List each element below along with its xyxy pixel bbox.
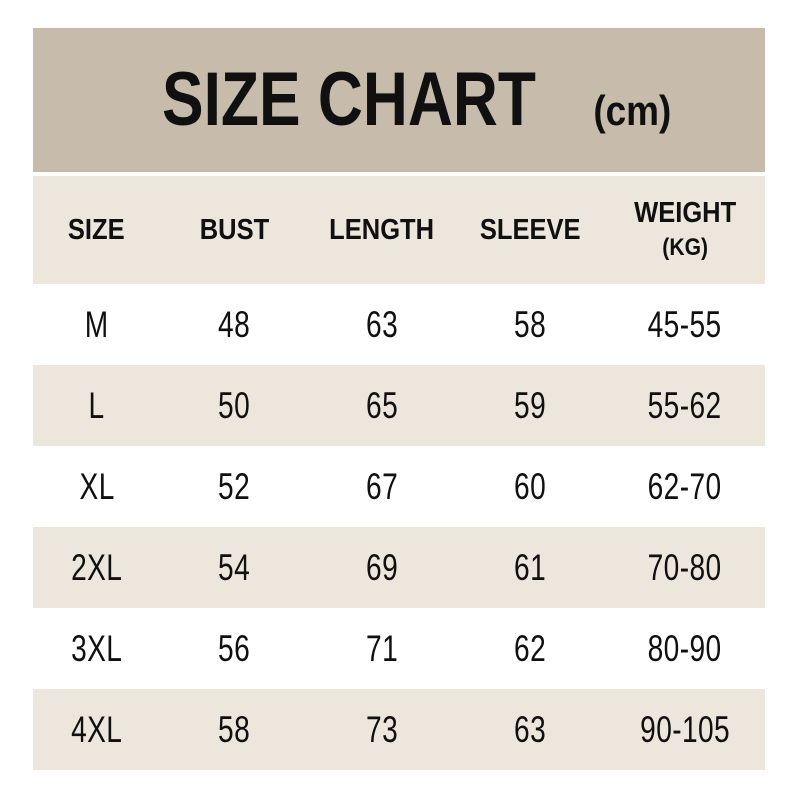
- cell-size: 2XL: [71, 546, 123, 588]
- column-header-weight: [605, 176, 765, 284]
- table-row-3xl: [33, 608, 765, 689]
- page-title-unit: (cm): [593, 87, 672, 134]
- column-header-weight-block: [614, 197, 755, 264]
- size-table: [33, 176, 765, 770]
- cell-sleeve: 61: [513, 546, 547, 588]
- column-header-weight-label: WEIGHT: [633, 196, 736, 229]
- cell-weight: 62-70: [647, 465, 722, 507]
- cell-weight: 70-80: [647, 546, 722, 588]
- table-row-xl: [33, 446, 765, 527]
- cell-sleeve: 62: [513, 627, 547, 669]
- cell-weight: 55-62: [647, 384, 722, 426]
- column-header-length: [308, 176, 455, 284]
- cell-sleeve: 59: [513, 384, 547, 426]
- cell-bust: 48: [218, 303, 251, 345]
- size-chart-title-bar: [33, 28, 765, 172]
- size-chart: [33, 28, 765, 770]
- column-header-bust: [160, 176, 308, 284]
- cell-length: 73: [365, 708, 398, 750]
- cell-weight: 90-105: [639, 708, 730, 750]
- table-row-m: [33, 284, 765, 365]
- cell-bust: 52: [218, 465, 251, 507]
- cell-sleeve: 58: [513, 303, 547, 345]
- column-header-weight-unit: (KG): [661, 234, 708, 261]
- table-row-2xl: [33, 527, 765, 608]
- column-header-bust-label: BUST: [199, 213, 270, 246]
- cell-weight: 80-90: [647, 627, 722, 669]
- column-header-size: [33, 176, 160, 284]
- column-header-length-label: LENGTH: [329, 213, 435, 246]
- cell-weight: 45-55: [647, 303, 722, 345]
- column-header-sleeve: [455, 176, 604, 284]
- cell-sleeve: 63: [513, 708, 547, 750]
- cell-length: 67: [365, 465, 398, 507]
- cell-size: 4XL: [71, 708, 123, 750]
- cell-length: 63: [365, 303, 398, 345]
- cell-bust: 54: [218, 546, 251, 588]
- cell-length: 69: [365, 546, 398, 588]
- page-title: SIZE CHART: [162, 57, 537, 142]
- cell-size: L: [88, 384, 105, 426]
- table-row-4xl: [33, 689, 765, 770]
- cell-size: 3XL: [71, 627, 123, 669]
- column-header-sleeve-label: SLEEVE: [479, 213, 581, 246]
- cell-size: M: [84, 303, 109, 345]
- table-header-row: [33, 176, 765, 284]
- cell-bust: 56: [218, 627, 251, 669]
- cell-bust: 50: [218, 384, 251, 426]
- cell-length: 71: [365, 627, 398, 669]
- cell-sleeve: 60: [513, 465, 547, 507]
- cell-bust: 58: [218, 708, 251, 750]
- cell-length: 65: [365, 384, 398, 426]
- table-row-l: [33, 365, 765, 446]
- column-header-size-label: SIZE: [68, 213, 126, 246]
- cell-size: XL: [79, 465, 115, 507]
